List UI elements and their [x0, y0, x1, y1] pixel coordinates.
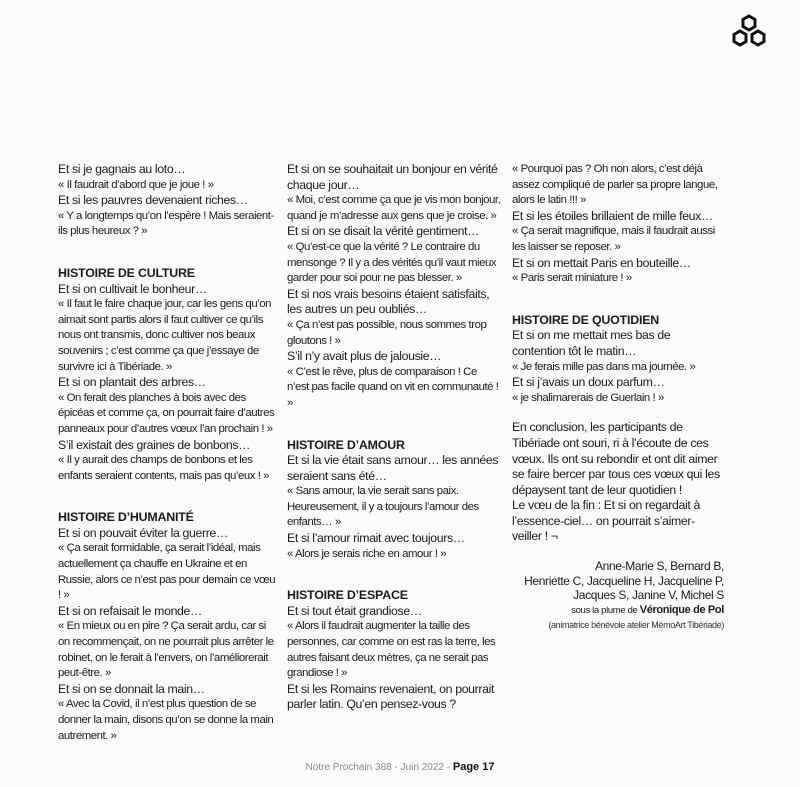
- quote: « Y a longtemps qu’on l’espère ! Mais seraient-ils plus heureux ? »: [58, 209, 274, 238]
- quote: « Pourquoi pas ? Oh non alors, c’est déjà assez compliqué de parler sa propre langue, alors le latin !!! »: [512, 163, 718, 207]
- credits: [512, 559, 724, 633]
- text: Et si on se souhaitait un bonjour en vérité chaque jour…: [287, 162, 498, 192]
- authors-line: Anne-Marie S, Bernard B,: [595, 559, 724, 574]
- pen-name: Véronique de Pol: [639, 603, 724, 616]
- text: Et si j’avais un doux parfum…: [512, 375, 665, 390]
- text: Et si on se disait la vérité gentiment…: [287, 224, 480, 239]
- quote: « Qu’est-ce que la vérité ? Le contraire du mensonge ? Il y a des vérités qu’il vaut mieux garder pour soi pour ne pas blesser. »: [287, 240, 497, 285]
- text: Et si on refaisait le monde…: [58, 603, 202, 618]
- text: Et si les Romains revenaient, on pourrait parler latin. Qu’en pensez-vous ?: [287, 681, 495, 712]
- section-heading-espace: HISTOIRE D’ESPACE: [287, 588, 408, 603]
- text: Et si on me mettait mes bas de contention tôt le matin…: [512, 328, 671, 358]
- text: Et si on pouvait éviter la guerre…: [58, 525, 228, 540]
- quote: « Sans amour, la vie serait sans paix. Heureusement, il y a toujours l’amour des enfants… »: [287, 485, 479, 529]
- column-middle: [287, 162, 501, 713]
- text: Et si l’amour rimait avec toujours…: [287, 531, 465, 546]
- quote: « je shalimarerais de Guerlain ! »: [512, 391, 664, 404]
- quote: « Ça serait formidable, ça serait l’idéal, mais actuellement ça chauffe en Ukraine et en Russie, alors ce n’est pas pour demain ce vœu ! »: [58, 542, 276, 602]
- quote: « Il faut le faire chaque jour, car les gens qu’on aimait sont partis alors il faut cultiver ce qu’ils nous ont transmis, donc cultiver nos beaux souvenirs ; c’est comme ça que j’essaye de survivre ici à Tibériade. »: [58, 298, 272, 373]
- page-footer: [0, 761, 800, 773]
- section-heading-culture: HISTOIRE DE CULTURE: [58, 265, 195, 280]
- quote: « Ça n’est pas possible, nous sommes trop gloutons ! »: [287, 318, 487, 347]
- page-number: Page 17: [452, 761, 495, 773]
- text: Et si tout était grandiose…: [287, 603, 422, 618]
- quote: « Il y aurait des champs de bonbons et les enfants seraient contents, mais pas qu’eux ! »: [58, 454, 270, 482]
- quote: « En mieux ou en pire ? Ça serait ardu, car si on recommençait, on ne pourrait plus arrêter le robinet, on le ferait à l’envers, on l’améliorerait peut-être. »: [58, 620, 274, 680]
- quote: « Je ferais mille pas dans ma journée. »: [512, 360, 696, 373]
- quote: « Avec la Covid, il n’est plus question de se donner la main, disons qu’on se donne la main autrement. »: [58, 698, 274, 742]
- section-heading-humanite: HISTOIRE D’HUMANITÉ: [58, 510, 194, 525]
- text: Et si nos vrais besoins étaient satisfaits, les autres un peu oubliés…: [287, 286, 490, 317]
- conclusion: En conclusion, les participants de Tibériade ont souri, ri à l’écoute de ces vœux. Ils ont su rebondir et ont dit aimer se faire bercer par tous ces vœux qui les dépaysent tant de leur quotidien !: [512, 420, 720, 497]
- quote: « Alors je serais riche en amour ! »: [287, 547, 447, 560]
- column-left: [58, 162, 276, 744]
- hexagon-cluster-icon: [730, 14, 768, 52]
- magazine-info: Notre Prochain 388 - Juin 2022 -: [305, 762, 451, 773]
- section-heading-amour: HISTOIRE D’AMOUR: [287, 437, 405, 452]
- pen-prefix: sous la plume de: [571, 604, 638, 616]
- section-heading-quotidien: HISTOIRE DE QUOTIDIEN: [512, 312, 660, 327]
- role-line: (animatrice bénévole atelier MémoArt Tibériade): [548, 620, 724, 631]
- text: Et si la vie était sans amour… les années seraient sans été…: [287, 453, 499, 483]
- column-right: [512, 162, 724, 633]
- text: Et si on mettait Paris en bouteille…: [512, 255, 691, 270]
- quote: « On ferait des planches à bois avec des épicéas et comme ça, on pourrait faire d’autres panneaux pour d’autres vœux l’an prochain ! »: [58, 391, 275, 435]
- text: Et si on plantait des arbres…: [58, 375, 206, 390]
- text: Et si on cultivait le bonheur…: [58, 281, 207, 296]
- text: S’il existait des graines de bonbons…: [58, 437, 251, 452]
- pen-line: [512, 603, 724, 619]
- text: Et si on se donnait la main…: [58, 681, 205, 696]
- final-wish: Le vœu de la fin : Et si on regardait à l’essence-ciel… on pourrait s’aimer-veiller ! ¬: [512, 498, 700, 544]
- quote: « Alors il faudrait augmenter la taille des personnes, car comme on est ras la terre, les autres faisant deux mètres, ça ne serait pas grandiose ! »: [287, 620, 496, 680]
- text: Et si les pauvres devenaient riches…: [58, 193, 248, 208]
- authors-line: Jacques S, Janine V, Michel S: [573, 588, 724, 603]
- text: Et si les étoiles brillaient de mille feux…: [512, 208, 713, 223]
- quote: « Paris serait miniature ! »: [512, 272, 632, 285]
- quote: « C’est le rêve, plus de comparaison ! Ce n’est pas facile quand on vit en communauté ! »: [287, 365, 499, 409]
- quote: « Moi, c’est comme ça que je vis mon bonjour, quand je m’adresse aux gens que je croise. »: [287, 194, 501, 222]
- text: S’il n’y avait plus de jalousie…: [287, 349, 442, 364]
- authors-line: Henriette C, Jacqueline H, Jacqueline P,: [524, 573, 724, 588]
- quote: « Ça serait magnifique, mais il faudrait aussi les laisser se reposer. »: [512, 225, 715, 253]
- quote: « Il faudrait d’abord que je joue ! »: [58, 178, 214, 191]
- text: Et si je gagnais au loto…: [58, 162, 186, 176]
